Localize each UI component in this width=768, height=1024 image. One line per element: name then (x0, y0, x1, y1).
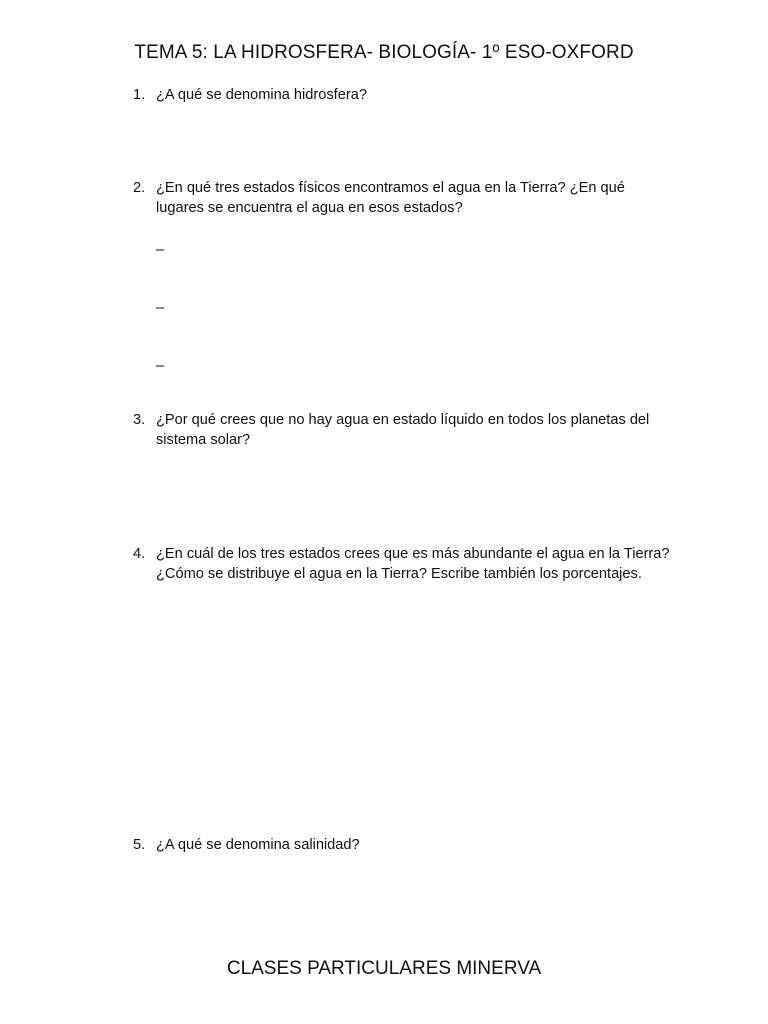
question-4 (133, 545, 673, 584)
question-number: 4. (133, 546, 146, 562)
question-number: 2. (133, 180, 146, 196)
answer-dash-2: – (156, 300, 165, 316)
question-text: ¿En cuál de los tres estados crees que es más abundante el agua en la Tierra? ¿Cómo se distribuye el agua en la Tierra? Escribe también los porcentajes. (156, 546, 670, 582)
question-text: ¿A qué se denomina salinidad? (156, 837, 360, 853)
question-3 (133, 411, 673, 450)
question-5 (133, 836, 673, 856)
question-text: ¿En qué tres estados físicos encontramos el agua en la Tierra? ¿En qué lugares se encuentra el agua en esos estados? (156, 180, 625, 216)
question-text: ¿A qué se denomina hidrosfera? (156, 87, 367, 103)
question-text: ¿Por qué crees que no hay agua en estado líquido en todos los planetas del sistema solar? (156, 412, 650, 448)
footer: CLASES PARTICULARES MINERVA (226, 958, 542, 979)
answer-dash-3: – (156, 358, 165, 374)
question-number: 5. (133, 837, 146, 853)
answer-dash-1: – (156, 242, 165, 258)
question-number: 1. (133, 87, 146, 103)
page-title: TEMA 5: LA HIDROSFERA- BIOLOGÍA- 1º ESO-OXFORD (134, 42, 634, 63)
question-1 (133, 86, 673, 106)
question-number: 3. (133, 412, 146, 428)
question-2 (133, 179, 673, 218)
